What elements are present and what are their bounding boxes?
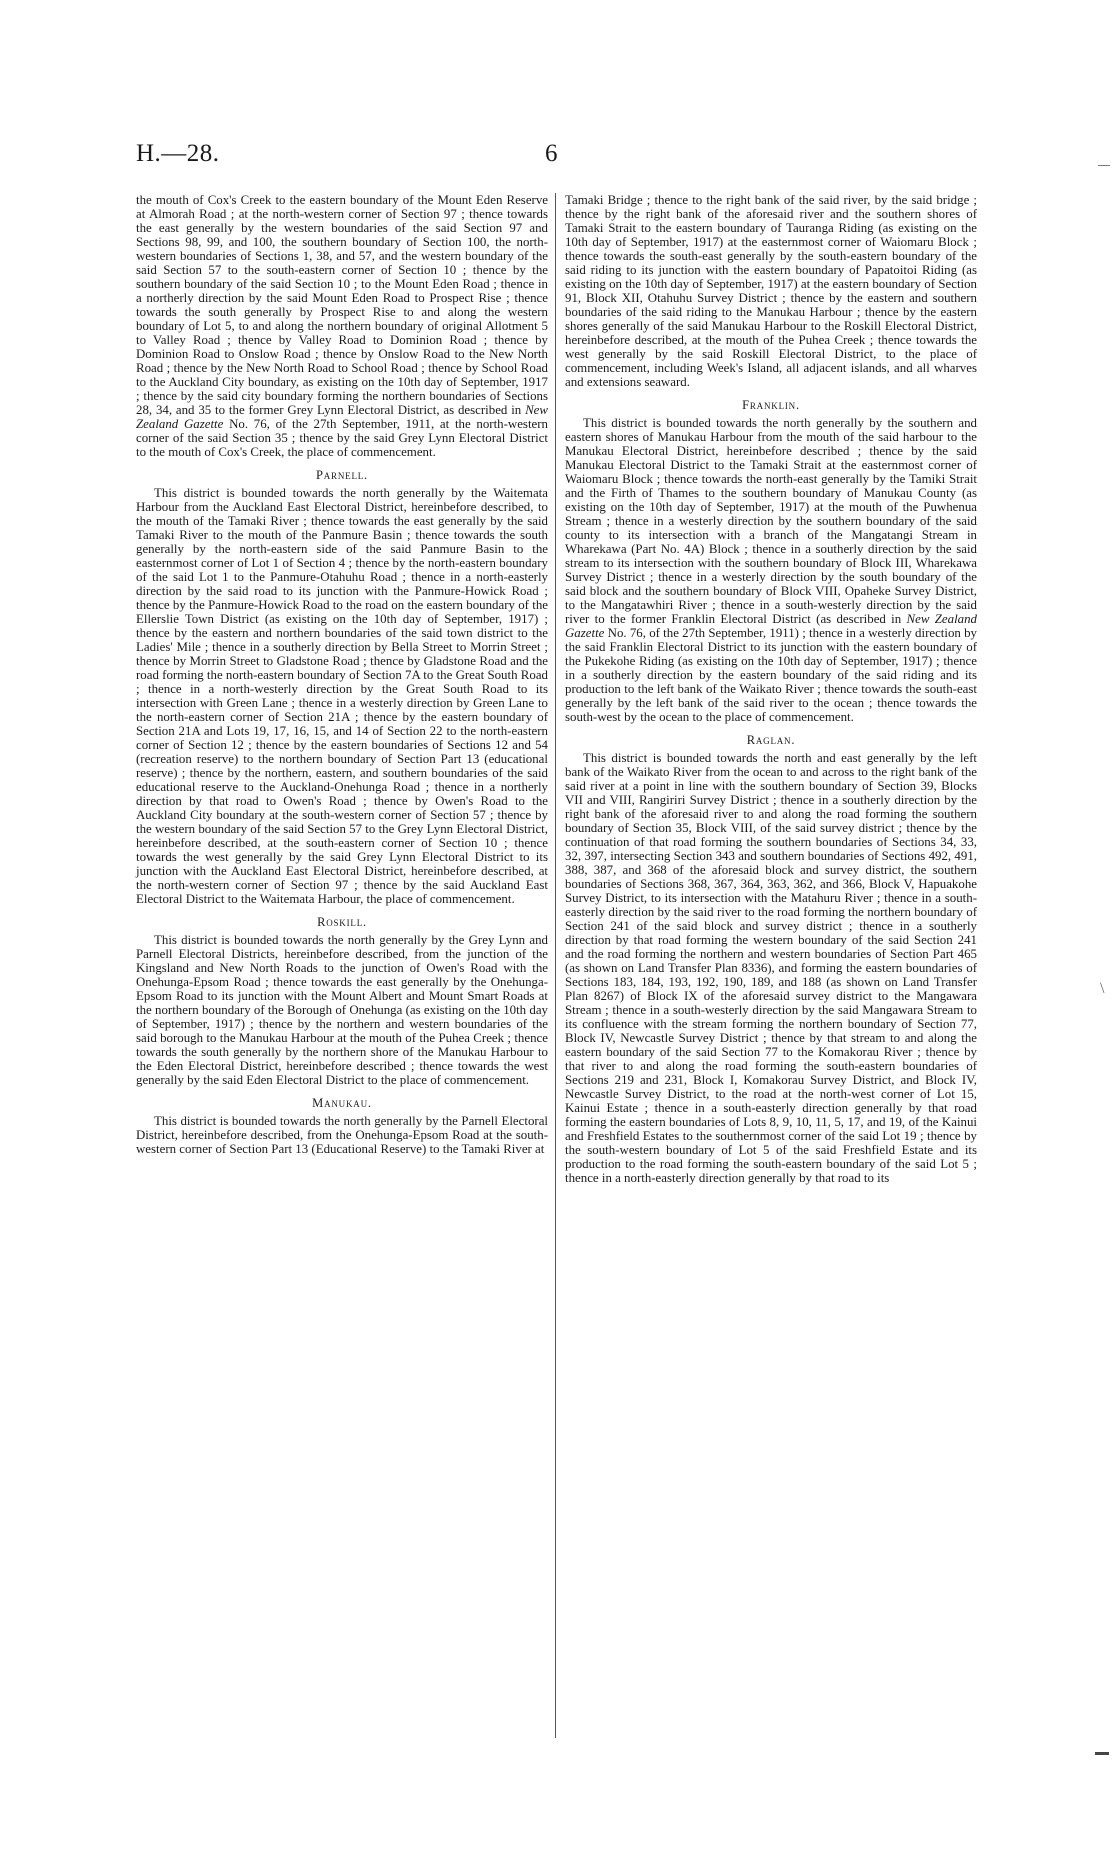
paragraph-manukau-continued: Tamaki Bridge ; thence to the right bank of the said river, by the said bridge ; thence by the right bank of the aforesaid river and the southern shores of Tamaki Strait to the eastern boundary of Tauranga Riding (as existing on the 10th day of September, 1917) at the easternmost corner of Waiomaru Block ; thence towards the south-east generally by the south-eastern boundary of the said riding to its junction with the eastern boundary of Papatoitoi Riding (as existing on the 10th day of September, 1917) at the eastern boundary of Section 91, Block XII, Otahuhu Survey District ; thence by the eastern and southern boundaries of the said riding to the Manukau Harbour ; thence by the eastern shores generally of the said Manukau Harbour to the Roskill Electoral District, hereinbefore described, at the mouth of the Puhea Creek ; thence towards the west generally by the said Roskill Electoral District, to the place of commencement, including Week's Island, all adjacent islands, and all wharves and extensions seaward. — [565, 193, 977, 389]
heading-roskill: Roskill. — [317, 915, 367, 929]
paragraph-eden-continued: the mouth of Cox's Creek to the eastern boundary of the Mount Eden Reserve at Almorah Road ; at the north-western corner of Section 97 ; thence towards the east generally by the western boundaries of the said Section 97 and Sections 98, 99, and 100, the southern boundary of Section 100, the north-western boundaries of Sections 1, 38, and 57, and the western boundary of the said Section 57 to the south-eastern corner of Section 10 ; thence by the southern boundary of the said Section 10 ; to the Mount Eden Road ; thence in a northerly direction by the said Mount Eden Road to Prospect Rise ; thence towards the south generally by Prospect Rise to and along the western boundary of Lot 5, to and along the northern boundary of original Allotment 5 to Valley Road ; thence by Valley Road to Dominion Road ; thence by Dominion Road to Onslow Road ; thence by Onslow Road to the New North Road ; thence by the New North Road to School Road ; thence by School Road to the Auckland City boundary, as existing on the 10th day of September, 1917 ; thence by the said city boundary forming the northern boundaries of Sections 28, 34, and 35 to the former Grey Lynn Electoral District, as described in New Zealand Gazette No. 76, of the 27th September, 1911, at the north-western corner of the said Section 35 ; thence by the said Grey Lynn Electoral District to the mouth of Cox's Creek, the place of commencement. — [136, 193, 548, 459]
paragraph-raglan: This district is bounded towards the north and east generally by the left bank of the Waikato River from the ocean to and across to the right bank of the said river at a point in line with the southern boundary of Section 39, Blocks VII and VIII, Rangiriri Survey District ; thence in a southerly direction by the right bank of the aforesaid river to and along the road forming the southern boundary of Section 35, Block VIII, of the said survey district ; thence by the continuation of that road forming the southern boundaries of Sections 34, 33, 32, 397, intersecting Section 343 and southern boundaries of Sections 492, 491, 388, 387, and 368 of the aforesaid block and survey district, the southern boundaries of Sections 368, 367, 364, 363, 362, and 366, Block V, Hapuakohe Survey District, to its intersection with the Matahuru River ; thence in a south-easterly direction by the said river to the road forming the northern boundary of Section 241 of the said block and survey district ; thence in a southerly direction by that road forming the western boundary of the said Section 241 and the road forming the northern and western boundaries of Section Part 465 (as shown on Land Transfer Plan 8336), and forming the eastern boundaries of Sections 183, 184, 193, 192, 190, 189, and 188 (as shown on Land Transfer Plan 8267) of Block IX of the aforesaid survey district to the Mangawara Stream ; thence in a south-westerly direction by the said Mangawara Stream to its confluence with the stream forming the northern boundary of Section 77, Block IV, Newcastle Survey District ; thence by that stream to and along the eastern boundary of the said Section 77 to the Komakorau River ; thence by that river to and along the road forming the south-eastern boundaries of Sections 219 and 231, Block I, Komakorau Survey District, and Block IV, Newcastle Survey District, to the road at the north-west corner of Lot 15, Kainui Estate ; thence in a south-easterly direction generally by that road forming the eastern boundaries of Lots 8, 9, 10, 11, 5, 17, and 19, of the Kainui and Freshfield Estates to the southernmost corner of the said Lot 19 ; thence by the south-western boundary of Lot 5 of the said Freshfield Estate and its production to the road forming the south-eastern boundary of the said Lot 5 ; thence in a north-easterly direction generally by that road to its — [565, 751, 977, 1185]
column-divider — [555, 193, 556, 1738]
paragraph-franklin: This district is bounded towards the north generally by the southern and eastern shores of Manukau Harbour from the mouth of the said harbour to the Manukau Electoral District, hereinbefore described ; thence by the said Manukau Electoral District to the Tamaki Strait at the easternmost corner of Waiomaru Block ; thence towards the north-east generally by the Tamiki Strait and the Firth of Thames to the southern boundary of Manukau County (as existing on the 10th day of September, 1917) at the mouth of the Puwhenua Stream ; thence in a westerly direction by the southern boundary of the said county to its intersection with a branch of the Mangatangi Stream in Wharekawa (Part No. 4A) Block ; thence in a southerly direction by the said stream to its intersection with the southern boundary of Block III, Wharekawa Survey District ; thence in a westerly direction by the south boundary of the said block and the southern boundary of Block VIII, Opaheke Survey District, to the Mangatawhiri River ; thence in a south-westerly direction by the said river to the former Franklin Electoral District (as described in New Zealand Gazette No. 76, of the 27th September, 1911) ; thence in a westerly direction by the said Franklin Electoral District to its junction with the eastern boundary of the Pukekohe Riding (as existing on the 10th day of September, 1917) ; thence in a southerly direction by the eastern boundary of the said riding and its production to the left bank of the Waikato River ; thence towards the south-east generally by the left bank of the said river to the ocean ; thence towards the south-west by the ocean to the place of commencement. — [565, 416, 977, 724]
margin-mark: \ — [1100, 980, 1105, 997]
right-column — [565, 193, 977, 1185]
heading-franklin: Franklin. — [742, 398, 800, 412]
heading-manukau: Manukau. — [312, 1096, 372, 1110]
page-number: 6 — [545, 140, 558, 167]
document-reference: H.—28. — [136, 140, 220, 167]
heading-raglan: Raglan. — [746, 733, 796, 747]
margin-mark — [1095, 1752, 1109, 1755]
paragraph-roskill: This district is bounded towards the north generally by the Grey Lynn and Parnell Electoral Districts, hereinbefore described, from the junction of the Kingsland and New North Roads to the junction of Owen's Road with the Onehunga-Epsom Road ; thence towards the east generally by the Onehunga-Epsom Road to its junction with the Mount Albert and Mount Smart Roads at the northern boundary of the Borough of Onehunga (as existing on the 10th day of September, 1917) ; thence by the northern and western boundaries of the said borough to the Manukau Harbour at the mouth of the Puhea Creek ; thence towards the south generally by the northern shore of the Manukau Harbour to the Eden Electoral District, hereinbefore described ; thence towards the west generally by the said Eden Electoral District to the place of commencement. — [136, 933, 548, 1087]
left-column — [136, 193, 548, 1156]
paragraph-manukau: This district is bounded towards the north generally by the Parnell Electoral District, hereinbefore described, from the Onehunga-Epsom Road at the south-western corner of Section Part 13 (Educational Reserve) to the Tamaki River at — [136, 1114, 548, 1156]
heading-parnell: Parnell. — [316, 468, 368, 482]
paragraph-parnell: This district is bounded towards the north generally by the Waitemata Harbour from the Auckland East Electoral District, hereinbefore described, to the mouth of the Tamaki River ; thence towards the east generally by the said Tamaki River to the mouth of the Panmure Basin ; thence towards the south generally by the north-eastern side of the said Panmure Basin to the easternmost corner of Lot 1 of Section 4 ; thence by the north-eastern boundary of the said Lot 1 to the Panmure-Otahuhu Road ; thence in a north-easterly direction by the said road to its junction with the Panmure-Howick Road ; thence by the Panmure-Howick Road to the road on the eastern boundary of the Ellerslie Town District (as existing on the 10th day of September, 1917) ; thence by the eastern and northern boundaries of the said town district to the Ladies' Mile ; thence in a southerly direction by Bella Street to Morrin Street ; thence by Morrin Street to Gladstone Road ; thence by Gladstone Road and the road forming the north-eastern boundary of Section 7A to the Great South Road ; thence in a north-westerly direction by the Great South Road to its intersection with Green Lane ; thence in a westerly direction by Green Lane to the north-eastern corner of Section 21A ; thence by the eastern boundary of Section 21A and Lots 19, 17, 16, 15, and 14 of Section 22 to the north-eastern corner of Section 12 ; thence by the eastern boundaries of Sections 12 and 54 (recreation reserve) to the northern boundary of Section Part 13 (educational reserve) ; thence by the northern, eastern, and southern boundaries of the said educational reserve to the Auckland-Onehunga Road ; thence in a northerly direction by that road to Owen's Road ; thence by Owen's Road to the Auckland City boundary at the south-western corner of Section 57 ; thence by the western boundary of the said Section 57 to the Grey Lynn Electoral District, hereinbefore described, at the south-eastern corner of Section 10 ; thence towards the west generally by the said Grey Lynn Electoral District to its junction with the Auckland East Electoral District, hereinbefore described, at the north-western corner of Section 97 ; thence by the said Auckland East Electoral District to the Waitemata Harbour, the place of commencement. — [136, 486, 548, 906]
margin-mark — [1098, 165, 1110, 166]
